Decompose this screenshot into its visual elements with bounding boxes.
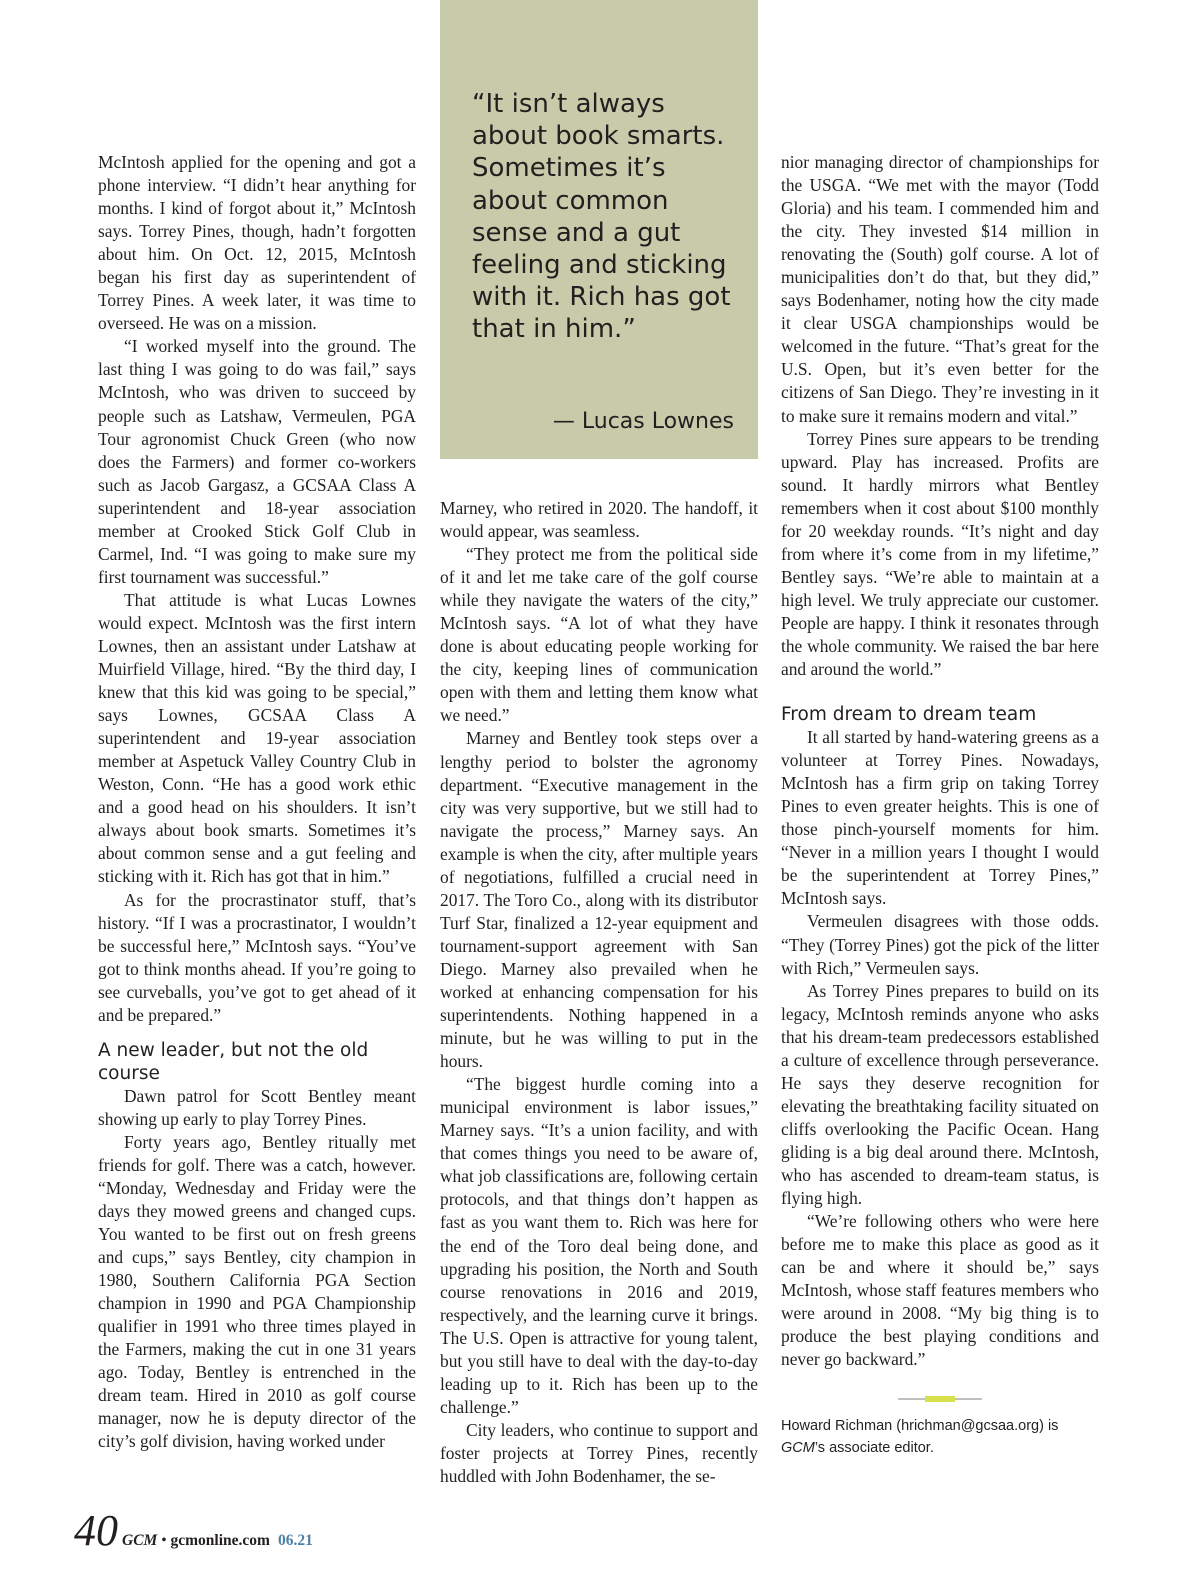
article-column-2 [440,497,758,1488]
body-paragraph: City leaders, who continue to support and foster projects at Torrey Pines, recently huddled with John Bodenhamer, the se- [440,1419,758,1486]
end-mark [925,1396,955,1402]
body-paragraph: Marney, who retired in 2020. The handoff, it would appear, was seamless. [440,498,758,542]
bio-text-before: Howard Richman (hrichman@gcsaa.org) is [781,1418,1059,1434]
page-number: 40 [74,1506,118,1555]
folio-separator: • [157,1532,171,1549]
author-bio [781,1415,1101,1459]
subhead: A new leader, but not the old course [98,1039,369,1084]
body-paragraph: Dawn patrol for Scott Bentley meant showing up early to play Torrey Pines. [98,1085,416,1129]
body-paragraph: nior managing director of championships for the USGA. “We met with the mayor (Todd Gloria) and his team. I commended him and the city. They invested $14 million in renovating the (South) golf course. A lot of municipalities don’t do that, but they did,” says Bodenhamer, noting how the city made it clear USGA championships would be welcomed in the future. “That’s great for the U.S. Open, but it’s even better for the citizens of San Diego. They’re investing in it to make sure it remains modern and vital.” [781,152,1099,426]
body-paragraph: Marney and Bentley took steps over a lengthy period to bolster the agronomy department. “Executive management in the city was very supportive, but we still had to navigate the process,” Marney says. An example is when the city, after multiple years of negotiations, fulfilled a crucial need in 2017. The Toro Co., along with its distributor Turf Star, finalized a 12-year equipment and tournament-support agreement with San Diego. Marney also prevailed when he worked at enhancing compensation for his superintendents. Nothing happened in a minute, but he was willing to put in the hours. [440,728,758,1072]
pull-quote-text: “It isn’t always about book smarts. Sometimes it’s about common sense and a gut feeling and sticking with it. Rich has got that in him.” [472,89,731,345]
body-paragraph: Torrey Pines sure appears to be trending upward. Play has increased. Profits are sound. It hardly mirrors what Bentley remembers when it cost about $100 monthly for 20 weekday rounds. “It’s night and day from where it’s come from in my lifetime,” Bentley says. “We’re able to maintain at a high level. We truly appreciate our customer. People are happy. I think it resonates through the whole community. We raised the bar here and around the world.” [781,428,1099,680]
body-paragraph: Forty years ago, Bentley ritually met friends for golf. There was a catch, however. “Monday, Wednesday and Friday were the days they mowed greens and changed cups. You wanted to be first out on fresh greens and cups,” says Bentley, city champion in 1980, Southern California PGA Section champion in 1990 and PGA Championship qualifier in 1991 who three times played in the Farmers, making the cut in one 31 years ago. Today, Bentley is entrenched in the dream team. Hired in 2010 as golf course manager, now he is deputy director of the city’s golf division, having worked under [98,1131,416,1452]
body-paragraph: As Torrey Pines prepares to build on its legacy, McIntosh reminds anyone who asks that his dream-team predecessors established a culture of excellence through perseverance. He says they deserve recognition for elevating the breathtaking facility situated on cliffs overlooking the Pacific Ocean. Hang gliding is a big deal around there. McIntosh, who has ascended to dream-team status, is flying high. [781,980,1099,1209]
folio-publication: GCM [122,1532,158,1549]
bio-text-after: ’s associate editor. [814,1440,934,1456]
article-column-1 [98,151,416,1454]
folio-website: gcmonline.com [170,1532,270,1549]
body-paragraph: “I worked myself into the ground. The last thing I was going to do was fail,” says McIntosh, who was driven to succeed by people such as Latshaw, Vermeulen, PGA Tour agronomist Chuck Green (who now does the Farmers) and former co-workers such as Jacob Gargasz, a GCSAA Class A superintendent and 18-year association member at Crooked Stick Golf Club in Carmel, Ind. “I was going to make sure my first tournament was successful.” [98,336,416,587]
pull-quote-attribution: — Lucas Lownes [552,409,734,434]
folio-date: 06.21 [277,1532,313,1549]
body-paragraph: Vermeulen disagrees with those odds. “They (Torrey Pines) got the pick of the litter with Rich,” Vermeulen says. [781,911,1099,978]
body-paragraph: That attitude is what Lucas Lownes would expect. McIntosh was the first intern Lownes, then an assistant under Latshaw at Muirfield Village, hired. “By the third day, I knew that this kid was going to be special,” says Lownes, GCSAA Class A superintendent and 19-year association member at Aspetuck Valley Country Club in Weston, Conn. “He has a good work ethic and a good head on his shoulders. It isn’t always about book smarts. Sometimes it’s about common sense and a gut feeling and sticking with it. Rich has got that in him.” [98,589,416,887]
body-paragraph: “The biggest hurdle coming into a municipal environment is labor issues,” Marney says. “It’s a union facility, and with that comes things you need to be aware of, what job classifications are, following certain protocols, and that things don’t happen as fast as you want them to. Rich was here for the end of the Toro deal being done, and upgrading his position, the North and South course renovations in 2016 and 2019, respectively, and the learning curve it brings. The U.S. Open is attractive for young talent, but you still have to deal with the day-to-day leading up to it. Rich has been up to the challenge.” [440,1074,758,1417]
body-paragraph: McIntosh applied for the opening and got a phone interview. “I didn’t hear anything for months. I kind of forgot about it,” McIntosh says. Torrey Pines, though, hadn’t forgotten about him. On Oct. 12, 2015, McIntosh began his first day as superintendent of Torrey Pines. A week later, it was time to overseed. He was on a mission. [98,152,416,334]
page-folio [74,1505,313,1556]
bio-publication: GCM [781,1440,815,1456]
body-paragraph: “We’re following others who were here before me to make this place as good as it can be and where it should be,” says McIntosh, whose staff features members who were around in 2008. “My big thing is to produce the best playing conditions and never go backward.” [781,1211,1099,1370]
article-column-3 [781,151,1099,1371]
pull-quote-box [440,0,758,459]
body-paragraph: As for the procrastinator stuff, that’s history. “If I was a procrastinator, I wouldn’t be successful here,” McIntosh says. “You’ve got to think months ahead. If you’re going to see curveballs, you’ve got to get ahead of it and be prepared.” [98,889,416,1025]
body-paragraph: “They protect me from the political side of it and let me take care of the golf course while they navigate the waters of the city,” McIntosh says. “A lot of what they have done is about educating people working for the city, keeping lines of communication open with them and letting them know what we need.” [440,544,758,726]
body-paragraph: It all started by hand-watering greens as a volunteer at Torrey Pines. Nowadays, McIntosh has a firm grip on taking Torrey Pines to even greater heights. This is one of those pinch-yourself moments for him. “Never in a million years I thought I would be the superintendent at Torrey Pines,” McIntosh says. [781,727,1099,909]
subhead: From dream to dream team [781,704,1037,726]
